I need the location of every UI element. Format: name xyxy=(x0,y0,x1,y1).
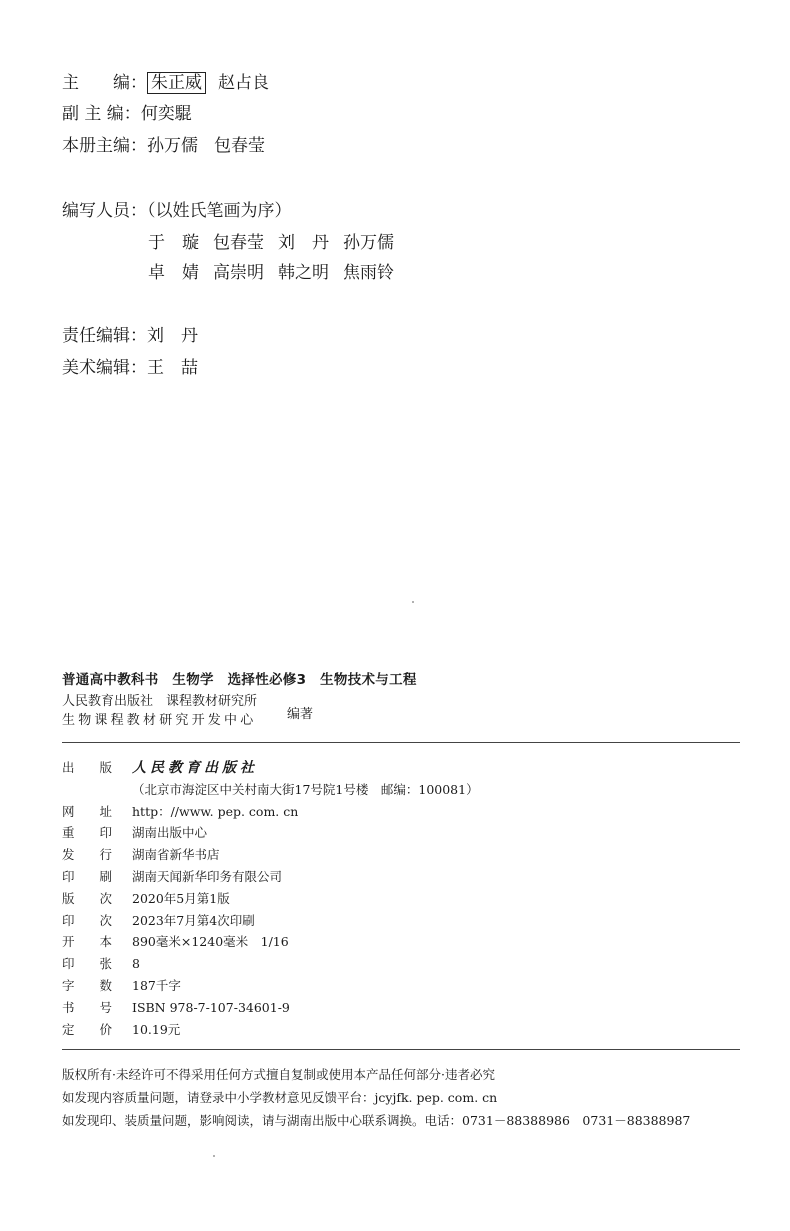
imprint-key: 印 刷 xyxy=(62,868,113,884)
imprint-address: （北京市海淀区中关村南大街17号院1号楼 邮编：100081） xyxy=(132,781,479,797)
writer-name: 卓 婧 xyxy=(148,263,199,283)
book-title: 普通高中教科书 生物学 选择性必修3 生物技术与工程 xyxy=(62,672,417,688)
imprint-value: 187千字 xyxy=(132,977,181,993)
imprint-row xyxy=(62,822,479,844)
divider-bottom xyxy=(62,1049,740,1050)
scan-speck xyxy=(213,1155,215,1157)
publisher-org-1: 人民教育出版社 课程教材研究所 xyxy=(62,694,258,709)
writers-label: 编写人员：（以姓氏笔画为序） xyxy=(62,201,292,221)
responsible-editor-line xyxy=(62,325,198,347)
writer-name: 焦雨铃 xyxy=(343,263,394,283)
imprint-key: 印 次 xyxy=(62,912,113,928)
imprint-value: 湖南省新华书店 xyxy=(132,847,220,863)
publisher-calligraphy-logo: 人民教育出版社 xyxy=(132,760,258,776)
imprint-row xyxy=(62,975,479,997)
chief-editor-label: 主 编： xyxy=(62,73,147,93)
deputy-editor-line xyxy=(62,103,192,125)
imprint-key: 网 址 xyxy=(62,803,113,819)
imprint-row xyxy=(62,931,479,953)
imprint-key: 书 号 xyxy=(62,999,113,1015)
authorship-role: 编著 xyxy=(287,707,314,722)
writers-row-2 xyxy=(148,262,408,284)
volume-editor-label: 本册主编： xyxy=(62,136,147,156)
imprint-value: http：//www. pep. com. cn xyxy=(132,803,299,819)
deputy-editor-label: 副 主 编： xyxy=(62,104,141,124)
scan-speck xyxy=(412,601,414,603)
imprint-key: 定 价 xyxy=(62,1021,113,1037)
imprint-key: 版 次 xyxy=(62,890,113,906)
responsible-editor-name: 刘 丹 xyxy=(147,326,198,346)
imprint-value: 2023年7月第4次印刷 xyxy=(132,912,255,928)
imprint-key: 字 数 xyxy=(62,977,113,993)
chief-editor-name-1: 朱正威 xyxy=(147,72,206,94)
writer-name: 韩之明 xyxy=(278,263,329,283)
imprint-row xyxy=(62,866,479,888)
deputy-editor-name: 何奕騉 xyxy=(140,104,192,124)
art-editor-line xyxy=(62,357,198,379)
imprint-value: 890毫米×1240毫米 1/16 xyxy=(132,934,289,950)
writer-name: 孙万儒 xyxy=(343,233,394,253)
imprint-row xyxy=(62,910,479,932)
imprint-key: 发 行 xyxy=(62,847,113,863)
imprint-key: 印 张 xyxy=(62,956,113,972)
copyright-notice: 版权所有·未经许可不得采用任何方式擅自复制或使用本产品任何部分·违者必究 xyxy=(62,1067,495,1082)
content-feedback-notice: 如发现内容质量问题，请登录中小学教材意见反馈平台：jcyjfk. pep. com. cn xyxy=(62,1090,498,1105)
imprint-key: 开 本 xyxy=(62,934,113,950)
imprint-row xyxy=(62,997,479,1019)
writer-name: 刘 丹 xyxy=(278,233,329,253)
chief-editor-name-2: 赵占良 xyxy=(218,73,269,93)
imprint-block xyxy=(62,757,479,1040)
writer-name: 高崇明 xyxy=(213,263,264,283)
imprint-row xyxy=(62,844,479,866)
imprint-row xyxy=(62,953,479,975)
writer-name: 包春莹 xyxy=(213,233,264,253)
publisher-block xyxy=(62,692,257,730)
imprint-value: 2020年5月第1版 xyxy=(132,890,230,906)
writers-row-1 xyxy=(148,232,408,254)
responsible-editor-label: 责任编辑： xyxy=(62,326,147,346)
art-editor-name: 王 喆 xyxy=(147,358,198,378)
imprint-key: 出 版 xyxy=(62,760,113,775)
print-quality-notice: 如发现印、装质量问题，影响阅读，请与湖南出版中心联系调换。电话：0731－88388986 0731－88388987 xyxy=(62,1113,691,1128)
volume-editor-name-2: 包春莹 xyxy=(214,136,265,156)
art-editor-label: 美术编辑： xyxy=(62,358,147,378)
publisher-org-2: 生物课程教材研究开发中心 xyxy=(62,713,257,728)
imprint-row xyxy=(62,801,479,823)
chief-editor-line xyxy=(62,72,269,94)
imprint-value: 10.19元 xyxy=(132,1021,181,1037)
imprint-row-publisher xyxy=(62,757,479,779)
imprint-key: 重 印 xyxy=(62,825,113,841)
imprint-value: 湖南天闻新华印务有限公司 xyxy=(132,868,283,884)
divider-top xyxy=(62,742,740,743)
notice-block xyxy=(62,1063,690,1132)
imprint-row xyxy=(62,1019,479,1041)
imprint-value: ISBN 978-7-107-34601-9 xyxy=(132,999,290,1015)
imprint-value: 湖南出版中心 xyxy=(132,825,208,841)
volume-editor-name-1: 孙万儒 xyxy=(147,136,198,156)
volume-editor-line xyxy=(62,135,265,157)
imprint-value: 8 xyxy=(132,956,140,972)
writer-name: 于 璇 xyxy=(148,233,199,253)
imprint-row xyxy=(62,888,479,910)
